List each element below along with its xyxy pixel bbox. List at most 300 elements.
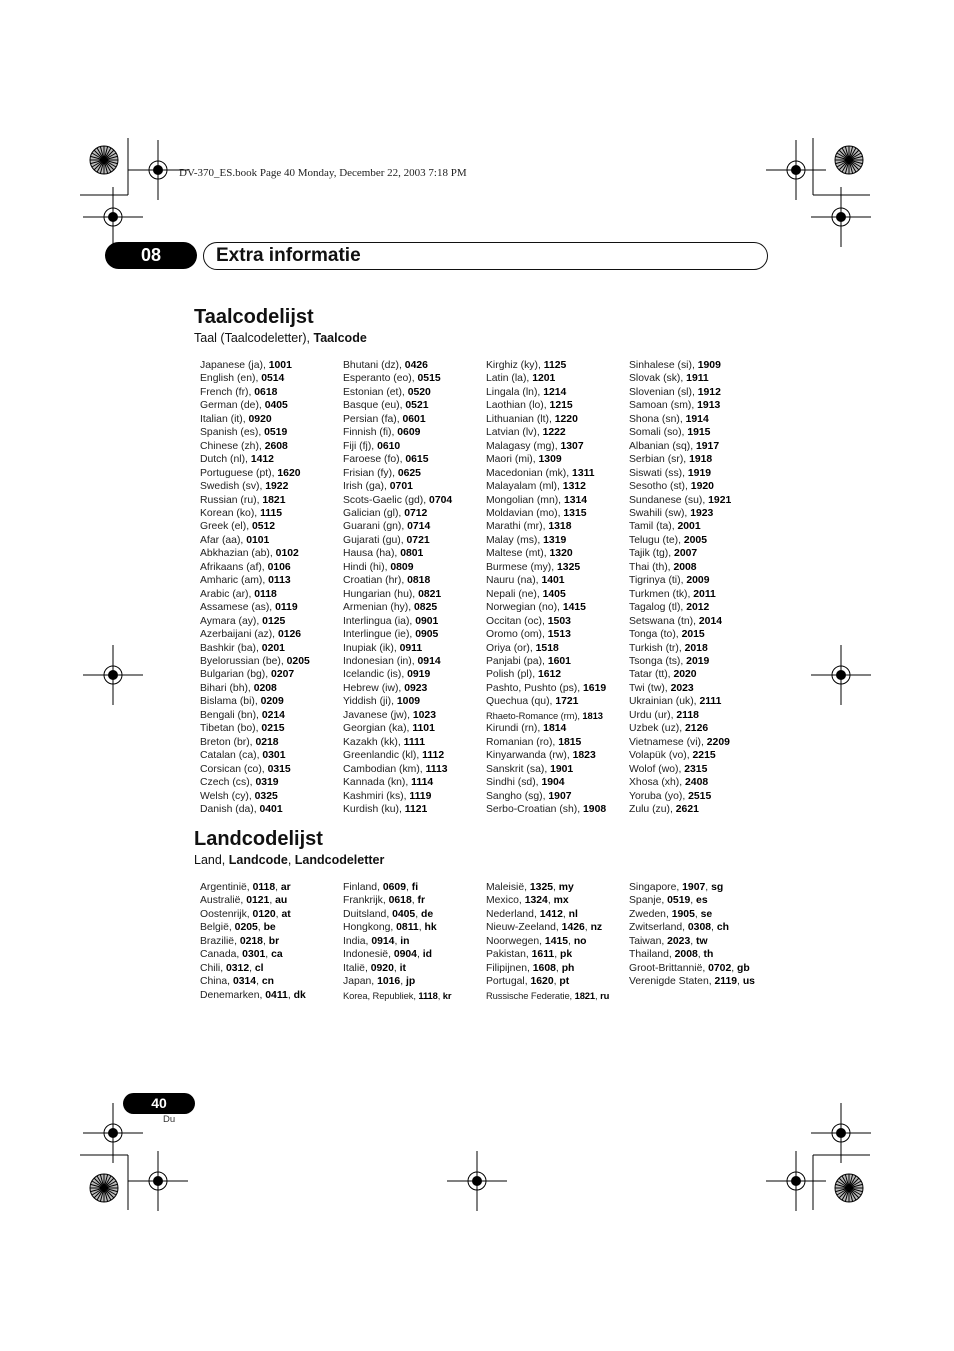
entry-code: 1325: [529, 882, 554, 893]
entry-code: 1412: [250, 454, 274, 466]
entry-name: Hongkong,: [343, 922, 397, 934]
entry-name: Tonga (to),: [629, 629, 682, 641]
entry-code: 1919: [687, 467, 712, 479]
entry-name: Bhutani (dz),: [343, 360, 405, 371]
entry-name: Sanskrit (sa),: [486, 763, 551, 775]
entry-name: Urdu (ur),: [629, 709, 677, 721]
code-entry: [486, 399, 629, 412]
entry-name: Ukrainian (uk),: [629, 696, 700, 708]
language-section-title: Taalcodelijst: [194, 306, 314, 328]
entry-code: 0911: [399, 642, 423, 654]
code-entry: [629, 494, 772, 507]
entry-letter: dk: [293, 989, 306, 1001]
code-entry: [343, 790, 486, 803]
entry-code: 0207: [271, 669, 295, 681]
entry-code: 0920: [370, 962, 394, 974]
entry-letter: pt: [559, 976, 570, 988]
entry-letter: no: [573, 935, 587, 947]
entry-name: Greek (el),: [200, 521, 252, 533]
entry-code: 1405: [542, 588, 566, 600]
entry-name: Nepali (ne),: [486, 588, 543, 600]
code-entry: [200, 790, 343, 803]
code-entry: Finland, 0609, fi: [343, 882, 419, 893]
entry-name: Guarani (gn),: [343, 521, 408, 533]
country-subtitle-bold-1: Landcode: [228, 853, 288, 867]
code-entry: [629, 547, 772, 560]
code-entry: [200, 749, 343, 762]
entry-code: 0308: [687, 922, 712, 934]
entry-code: 1214: [543, 386, 567, 398]
entry-name: Nieuw-Zeeland,: [486, 922, 562, 934]
country-subtitle-plain: Land,: [194, 853, 229, 867]
entry-code: 0904: [393, 949, 417, 961]
entry-code: 2608: [264, 440, 288, 452]
entry-code: 1309: [538, 454, 562, 466]
entry-code: 0712: [404, 507, 428, 519]
code-entry: [629, 467, 772, 480]
entry-code: 0118: [252, 882, 276, 893]
country-section-title: Landcodelijst: [194, 828, 323, 850]
entry-name: Estonian (et),: [343, 386, 408, 398]
code-entry: [486, 655, 629, 668]
code-entry: [343, 440, 486, 453]
entry-code: 1325: [557, 561, 581, 573]
entry-code: 1415: [544, 935, 569, 947]
entry-code: 2023: [670, 682, 694, 694]
entry-name: Corsican (co),: [200, 763, 268, 775]
entry-code: 1111: [403, 736, 426, 748]
entry-name: India,: [343, 935, 372, 947]
entry-name: Singapore,: [629, 882, 683, 893]
registration-dot: [153, 165, 163, 175]
code-entry: [343, 547, 486, 560]
entry-name: Greenlandic (kl),: [343, 750, 423, 762]
entry-code: 2014: [698, 615, 723, 627]
code-entry: [343, 574, 486, 587]
entry-name: Bihari (bh),: [200, 682, 254, 694]
entry-code: 2408: [685, 777, 709, 789]
entry-code: 0923: [404, 682, 428, 694]
entry-code: 1115: [260, 507, 283, 519]
entry-letter: se: [700, 908, 713, 920]
entry-letter: gb: [737, 962, 750, 974]
entry-name: Zulu (zu),: [629, 803, 676, 815]
entry-name: Tamil (ta),: [629, 521, 678, 533]
entry-name: Noorwegen,: [486, 935, 545, 947]
code-entry: [343, 668, 486, 681]
entry-name: Malay (ms),: [486, 534, 544, 546]
code-entry: [343, 359, 486, 372]
entry-code: 1915: [687, 427, 711, 439]
entry-name: Azerbaijani (az),: [200, 629, 278, 641]
entry-name: Shona (sn),: [629, 413, 686, 425]
code-entry: [629, 588, 772, 601]
entry-code: 1023: [412, 709, 436, 721]
entry-code: 1307: [560, 440, 584, 452]
code-entry: [200, 642, 343, 655]
entry-code: 1215: [549, 400, 573, 412]
code-entry: [200, 601, 343, 614]
code-entry: [200, 574, 343, 587]
entry-name: Breton (br),: [200, 736, 256, 748]
code-entry: [486, 695, 629, 708]
entry-code: 0920: [248, 413, 272, 425]
code-entry: [486, 440, 629, 453]
entry-code: 0201: [261, 642, 285, 654]
code-entry: [343, 722, 486, 735]
entry-name: Filipijnen,: [486, 962, 533, 974]
entry-code: 1620: [277, 467, 301, 479]
entry-name: Assamese (as),: [200, 602, 276, 614]
entry-name: Turkmen (tk),: [629, 588, 694, 600]
entry-code: 0714: [407, 521, 431, 533]
country-subtitle-sep: ,: [287, 853, 295, 867]
code-entry: [486, 642, 629, 655]
entry-name: Arabic (ar),: [200, 588, 255, 600]
entry-letter: tw: [696, 935, 708, 947]
entry-name: Finnish (fi),: [343, 427, 398, 439]
entry-letter: hk: [424, 922, 437, 934]
code-entry: [343, 709, 486, 722]
code-entry: [343, 803, 486, 816]
registration-dot: [472, 1176, 482, 1186]
code-entry: [343, 776, 486, 789]
code-entry: [343, 520, 486, 533]
code-entry: Nederland, 1412, nl: [486, 908, 578, 920]
code-column: [629, 359, 772, 816]
entry-letter: es: [696, 895, 708, 907]
code-entry: Pakistan, 1611, pk: [486, 949, 573, 961]
entry-name: Spanje,: [629, 895, 668, 907]
entry-code: 0405: [264, 400, 288, 412]
entry-code: 0818: [407, 575, 431, 587]
entry-code: 1016: [377, 976, 401, 988]
entry-code: 1412: [539, 908, 563, 920]
chapter-title-frame: [203, 242, 768, 270]
entry-name: Frisian (fy),: [343, 467, 398, 479]
entry-code: 0702: [708, 962, 732, 974]
code-entry: [343, 453, 486, 466]
code-entry: [629, 480, 772, 493]
entry-code: 0401: [259, 803, 283, 815]
entry-code: 1112: [422, 750, 445, 762]
entry-code: 1315: [563, 507, 587, 519]
entry-name: Brazilië,: [200, 935, 240, 947]
code-entry: Singapore, 1907, sg: [629, 882, 724, 893]
entry-code: 0319: [255, 777, 279, 789]
entry-name: Hausa (ha),: [343, 548, 401, 560]
code-entry: [486, 588, 629, 601]
entry-name: Indonesian (in),: [343, 655, 418, 667]
entry-name: Lithuanian (lt),: [486, 413, 555, 425]
entry-code: 1401: [541, 575, 565, 587]
language-subtitle-bold: Taalcode: [313, 331, 367, 345]
code-entry: [486, 413, 629, 426]
code-entry: [343, 628, 486, 641]
entry-code: 0205: [234, 922, 258, 934]
code-entry: Chili, 0312, cl: [200, 962, 264, 974]
code-entry: [343, 386, 486, 399]
entry-name: Aymara (ay),: [200, 615, 263, 627]
code-entry: [200, 561, 343, 574]
entry-code: 1009: [396, 696, 421, 708]
code-entry: Japan, 1016, jp: [343, 976, 416, 988]
entry-name: Volapük (vo),: [629, 750, 693, 762]
entry-code: 1909: [697, 360, 721, 371]
entry-code: 0625: [397, 467, 421, 479]
entry-code: 1121: [404, 803, 428, 815]
entry-name: Chili,: [200, 962, 226, 974]
code-entry: [343, 467, 486, 480]
entry-code: 1518: [535, 642, 559, 654]
entry-name: Chinese (zh),: [200, 440, 265, 452]
code-entry: [200, 736, 343, 749]
entry-code: 0215: [261, 723, 285, 735]
entry-code: 1114: [411, 777, 434, 789]
entry-letter: ch: [716, 922, 729, 934]
code-entry: [200, 453, 343, 466]
entry-code: 0101: [246, 534, 270, 546]
entry-code: 0106: [267, 561, 291, 573]
language-subtitle-plain: Taal (Taalcodeletter),: [194, 331, 314, 345]
entry-code: 1620: [530, 976, 554, 988]
entry-letter: be: [263, 922, 276, 934]
entry-code: 1821: [262, 494, 286, 506]
code-entry: [343, 426, 486, 439]
entry-code: 0126: [277, 629, 302, 641]
page-number-badge: 40: [123, 1093, 195, 1114]
entry-code: 0919: [407, 669, 431, 681]
entry-code: 0125: [262, 615, 286, 627]
entry-name: Welsh (cy),: [200, 790, 255, 802]
entry-name: Latvian (lv),: [486, 427, 543, 439]
entry-name: Russian (ru),: [200, 494, 263, 506]
code-entry: [486, 359, 629, 372]
entry-letter: fr: [417, 895, 426, 907]
code-entry: [200, 399, 343, 412]
code-entry: [486, 386, 629, 399]
code-entry: [486, 790, 629, 803]
code-entry: Argentinië, 0118, ar: [200, 882, 291, 893]
entry-name: Latin (la),: [486, 373, 533, 385]
code-entry: [629, 749, 772, 762]
code-entry: [629, 520, 772, 533]
code-entry: [629, 372, 772, 385]
entry-name: Bengali (bn),: [200, 709, 262, 721]
code-entry: [629, 359, 772, 372]
entry-code: 1118: [418, 989, 438, 1001]
entry-code: 1813: [582, 709, 603, 721]
code-column: [343, 359, 486, 816]
entry-name: Scots-Gaelic (gd),: [343, 494, 430, 506]
entry-name: Somali (so),: [629, 427, 688, 439]
code-entry: [629, 803, 772, 816]
entry-code: 1415: [562, 602, 586, 614]
entry-code: 1912: [697, 386, 721, 398]
entry-name: Indonesië,: [343, 949, 394, 961]
entry-code: 0301: [262, 750, 286, 762]
entry-name: Catalan (ca),: [200, 750, 263, 762]
code-entry: [629, 668, 772, 681]
entry-code: 0610: [377, 440, 401, 452]
entry-code: 1320: [549, 548, 573, 560]
entry-name: Pashto, Pushto (ps),: [486, 682, 584, 694]
entry-code: 1904: [541, 777, 565, 789]
code-entry: [200, 372, 343, 385]
entry-code: 0214: [261, 709, 285, 721]
entry-letter: id: [422, 949, 432, 961]
registration-dot: [791, 1176, 801, 1186]
code-entry: [200, 467, 343, 480]
code-entry: [200, 426, 343, 439]
entry-code: 1125: [543, 360, 567, 371]
entry-letter: fi: [411, 882, 419, 893]
entry-name: Tibetan (bo),: [200, 723, 262, 735]
code-entry: [200, 628, 343, 641]
entry-name: België,: [200, 922, 235, 934]
language-section-subtitle: [194, 331, 367, 345]
entry-name: Groot-Brittannië,: [629, 962, 709, 974]
entry-name: Hebrew (iw),: [343, 682, 405, 694]
code-entry: Nieuw-Zeeland, 1426, nz: [486, 922, 603, 934]
entry-code: 0519: [667, 895, 691, 907]
code-entry: [200, 763, 343, 776]
entry-code: 0519: [264, 427, 288, 439]
entry-name: Sangho (sg),: [486, 790, 549, 802]
entry-code: 0205: [286, 655, 310, 667]
code-entry: Zweden, 1905, se: [629, 908, 713, 920]
entry-name: Xhosa (xh),: [629, 777, 686, 789]
entry-name: Oostenrijk,: [200, 908, 253, 920]
entry-code: 1908: [583, 803, 607, 815]
entry-name: Spanish (es),: [200, 427, 265, 439]
entry-code: 2008: [674, 949, 698, 961]
entry-code: 0914: [371, 935, 395, 947]
entry-code: 2001: [677, 521, 701, 533]
code-entry: [486, 426, 629, 439]
entry-code: 0905: [415, 629, 439, 641]
entry-name: Serbian (sr),: [629, 454, 690, 466]
entry-code: 1721: [555, 696, 579, 708]
code-entry: België, 0205, be: [200, 922, 276, 934]
entry-name: Siswati (ss),: [629, 467, 688, 479]
entry-name: Dutch (nl),: [200, 454, 251, 466]
code-entry: [486, 628, 629, 641]
code-column: [343, 881, 486, 1002]
entry-code: 0209: [260, 696, 284, 708]
entry-name: Swahili (sw),: [629, 507, 691, 519]
entry-code: 1911: [686, 373, 709, 385]
entry-name: Tatar (tt),: [629, 669, 674, 681]
code-entry: Canada, 0301, ca: [200, 949, 283, 961]
entry-name: Croatian (hr),: [343, 575, 408, 587]
entry-code: 2215: [692, 750, 716, 762]
entry-name: Mongolian (mn),: [486, 494, 564, 506]
entry-name: Esperanto (eo),: [343, 373, 418, 385]
entry-code: 2009: [686, 575, 710, 587]
entry-code: 1918: [689, 454, 713, 466]
entry-code: 1921: [708, 494, 732, 506]
entry-code: 0821: [418, 588, 442, 600]
entry-letter: kr: [442, 989, 452, 1001]
code-entry: [629, 763, 772, 776]
entry-code: 0809: [390, 561, 414, 573]
code-entry: [200, 359, 343, 372]
code-entry: [629, 561, 772, 574]
entry-code: 0609: [397, 427, 421, 439]
registration-dot: [153, 1176, 163, 1186]
code-entry: Noorwegen, 1415, no: [486, 935, 587, 947]
chapter-number-badge: 08: [105, 242, 197, 269]
code-entry: [200, 547, 343, 560]
entry-code: 0120: [252, 908, 276, 920]
code-entry: [629, 413, 772, 426]
entry-name: Marathi (mr),: [486, 521, 549, 533]
code-entry: [629, 534, 772, 547]
entry-letter: pk: [559, 949, 573, 961]
entry-name: Pakistan,: [486, 949, 532, 961]
entry-name: China,: [200, 976, 233, 988]
entry-code: 1923: [690, 507, 714, 519]
entry-name: Yoruba (yo),: [629, 790, 689, 802]
code-entry: [200, 480, 343, 493]
code-entry: [629, 722, 772, 735]
code-entry: [343, 372, 486, 385]
entry-code: 2019: [686, 655, 710, 667]
code-entry: [486, 803, 629, 816]
entry-letter: us: [742, 976, 755, 988]
book-header-line: DV-370_ES.book Page 40 Monday, December 22, 2003 7:18 PM: [179, 167, 467, 179]
entry-name: Kurdish (ku),: [343, 803, 405, 815]
entry-code: 1119: [409, 790, 432, 802]
entry-code: 1601: [547, 655, 571, 667]
code-entry: [486, 709, 629, 722]
entry-letter: in: [400, 935, 410, 947]
code-entry: [629, 507, 772, 520]
entry-code: 0520: [407, 386, 431, 398]
entry-code: 1815: [558, 736, 582, 748]
code-entry: [343, 534, 486, 547]
entry-code: 2015: [681, 629, 705, 641]
code-entry: India, 0914, in: [343, 935, 410, 947]
entry-code: 1101: [412, 723, 435, 735]
entry-name: Hindi (hi),: [343, 561, 391, 573]
entry-name: Maleisië,: [486, 882, 530, 893]
entry-code: 1318: [548, 521, 572, 533]
entry-name: Nederland,: [486, 908, 540, 920]
code-entry: [343, 561, 486, 574]
entry-name: Gujarati (gu),: [343, 534, 407, 546]
entry-name: Bislama (bi),: [200, 696, 261, 708]
entry-code: 0113: [268, 575, 291, 587]
entry-name: Romanian (ro),: [486, 736, 559, 748]
entry-name: Slovak (sk),: [629, 373, 687, 385]
entry-code: 1619: [583, 682, 607, 694]
entry-code: 0811: [396, 922, 419, 934]
entry-code: 0514: [261, 373, 285, 385]
code-entry: [486, 480, 629, 493]
entry-name: Bashkir (ba),: [200, 642, 262, 654]
entry-code: 1612: [537, 669, 562, 681]
code-entry: Brazilië, 0218, br: [200, 935, 280, 947]
entry-code: 2008: [673, 561, 697, 573]
code-entry: Zwitserland, 0308, ch: [629, 922, 729, 934]
entry-name: Kirghiz (ky),: [486, 360, 544, 371]
entry-letter: nl: [568, 908, 578, 920]
entry-code: 0618: [388, 895, 412, 907]
entry-name: Irish (ga),: [343, 481, 390, 493]
entry-name: Kinyarwanda (rw),: [486, 750, 573, 762]
